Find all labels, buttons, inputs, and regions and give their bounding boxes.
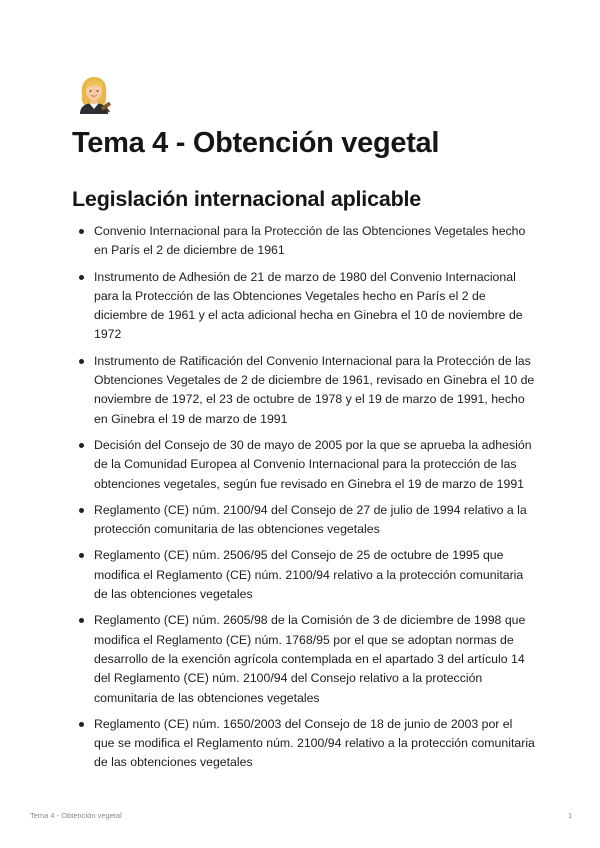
bullet-icon xyxy=(79,359,84,364)
list-item xyxy=(78,546,536,604)
list-item-text: Decisión del Consejo de 30 de mayo de 2005 por la que se aprueba la adhesión de la Comunidad Europea al Convenio Internacional para la protección de las obtenciones vegetales, según fue revisado en Ginebra el 19 de marzo de 1991 xyxy=(94,437,532,491)
bullet-icon xyxy=(79,275,84,280)
list-item-text: Reglamento (CE) núm. 2506/95 del Consejo de 25 de octubre de 1995 que modifica el Reglamento (CE) núm. 2100/94 relativo a la protección comunitaria de las obtenciones vegetales xyxy=(94,548,524,602)
woman-judge-icon xyxy=(75,74,113,114)
section-heading: Legislación internacional aplicable xyxy=(72,187,422,211)
list-item xyxy=(78,222,536,261)
list-item xyxy=(78,352,536,429)
list-item-text: Instrumento de Adhesión de 21 de marzo de 1980 del Convenio Internacional para la Protección de las Obtenciones Vegetales hecho en París el 2 de diciembre de 1961 y el acta adicional hecha en Ginebra el 10 de noviembre de 1972 xyxy=(94,269,523,342)
footer-title: Tema 4 - Obtención vegetal xyxy=(30,811,122,820)
page-title: Tema 4 - Obtención vegetal xyxy=(72,127,440,159)
list-item-text: Reglamento (CE) núm. 1650/2003 del Consejo de 18 de junio de 2003 por el que se modifica el Reglamento núm. 2100/94 relativo a la protección comunitaria de las obtenciones vegetales xyxy=(94,716,535,770)
list-item-text: Reglamento (CE) núm. 2605/98 de la Comisión de 3 de diciembre de 1998 que modifica el Reglamento (CE) núm. 1768/95 por el que se adoptan normas de desarrollo de la exención agrícola contemplada en el apartado 3 del artículo 14 del Reglamento (CE) núm. 2100/94 del Consejo relativo a la protección comunitaria de las obtenciones vegetales xyxy=(94,613,526,705)
bullet-icon xyxy=(79,618,84,623)
bullet-icon xyxy=(79,443,84,448)
list-item-text: Instrumento de Ratificación del Convenio Internacional para la Protección de las Obtenciones Vegetales de 2 de diciembre de 1961, revisado en Ginebra el 10 de noviembre de 1972, el 23 de octubre de 1978 y el 19 de marzo de 1991, hecho en Ginebra el 19 de marzo de 1991 xyxy=(94,353,535,426)
bullet-icon xyxy=(79,553,84,558)
bullet-icon xyxy=(79,508,84,513)
list-item xyxy=(78,501,536,540)
list-item xyxy=(78,268,536,345)
footer-page-number: 1 xyxy=(568,811,573,820)
list-item xyxy=(78,436,536,494)
bullet-icon xyxy=(79,722,84,727)
list-item xyxy=(78,611,536,707)
list-item-text: Convenio Internacional para la Protección de las Obtenciones Vegetales hecho en París el 2 de diciembre de 1961 xyxy=(94,224,526,258)
list-item xyxy=(78,715,536,773)
list-item-text: Reglamento (CE) núm. 2100/94 del Consejo de 27 de julio de 1994 relativo a la protección comunitaria de las obtenciones vegetales xyxy=(94,502,527,537)
bullet-icon xyxy=(79,229,84,234)
legislation-list xyxy=(78,222,536,780)
